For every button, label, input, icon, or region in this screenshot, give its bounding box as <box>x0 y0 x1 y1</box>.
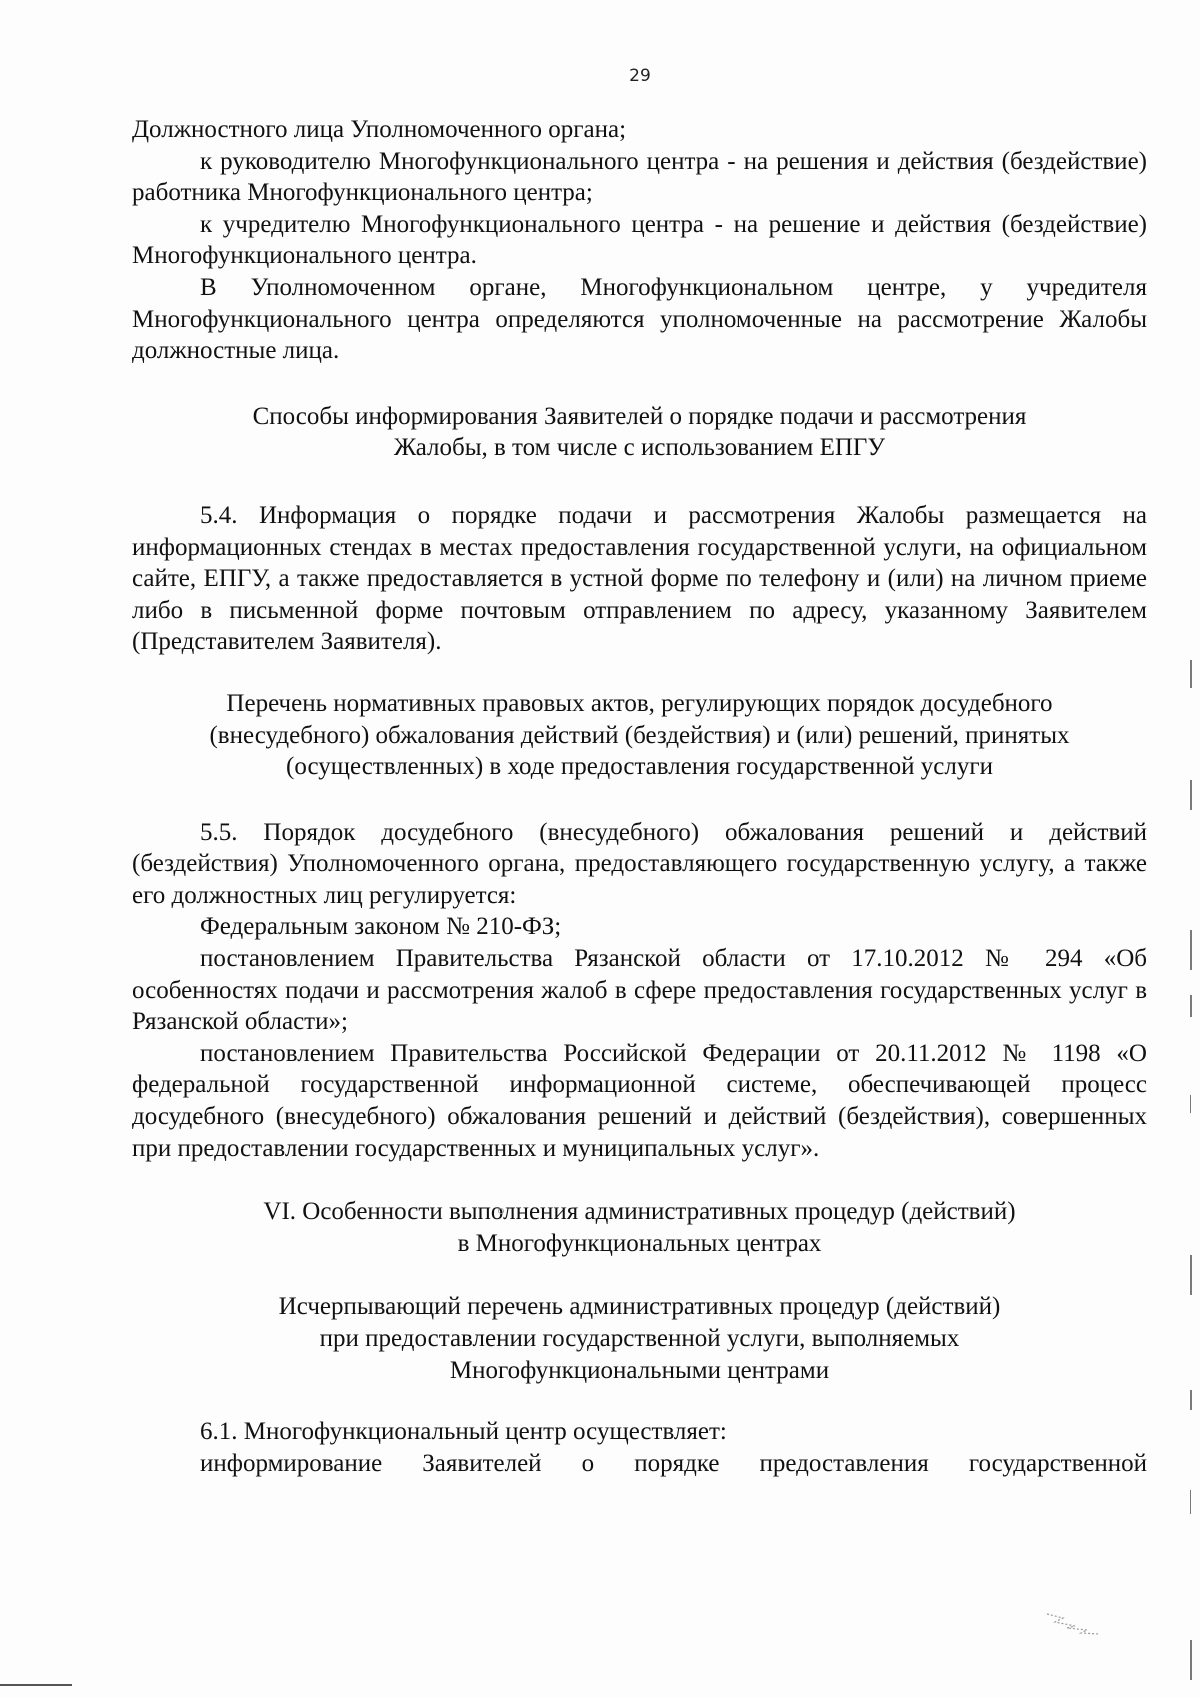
scan-artifact-mark <box>1190 995 1192 1017</box>
scan-artifact-mark <box>1190 780 1192 810</box>
heading-procedures-list <box>132 1291 1147 1386</box>
paragraph-informing-applicants: информирование Заявителей о порядке предоставления государственной <box>200 1449 1147 1477</box>
heading-line: Способы информирования Заявителей о порядке подачи и рассмотрения <box>252 402 1027 430</box>
paragraph-authorized-persons: В Уполномоченном органе, Многофункциональном центре, у учредителя Многофункционального центра определяются уполномоченные на рассмотрение Жалобы должностные лица. <box>132 273 1147 365</box>
scan-artifact-mark <box>1190 1095 1191 1113</box>
scan-artifact-mark <box>1190 660 1192 688</box>
heading-line: при предоставлении государственной услуги, выполняемых <box>319 1325 960 1352</box>
paragraph-to-mfc-head: к руководителю Многофункционального центра - на решения и действия (бездействие) работника Многофункционального центра; <box>132 147 1147 207</box>
heading-line: в Многофункциональных центрах <box>457 1229 822 1257</box>
page-number: 29 <box>629 66 651 86</box>
paragraph-federal-law: Федеральным законом № 210-ФЗ; <box>200 913 562 941</box>
heading-line: Исчерпывающий перечень административных процедур (действий) <box>278 1293 1001 1321</box>
scan-scribble-mark <box>1045 1608 1105 1638</box>
heading-line: (осуществленных) в ходе предоставления государственной услуги <box>286 753 993 781</box>
heading-section-vi <box>132 1196 1147 1259</box>
scan-dot <box>498 1208 504 1214</box>
heading-line: VI. Особенности выполнения административных процедур (действий) <box>263 1198 1016 1226</box>
scan-artifact-mark <box>1190 1490 1191 1514</box>
scan-artifact-mark <box>1190 1255 1192 1295</box>
paragraph-to-mfc-founder: к учредителю Многофункционального центра - на решение и действия (бездействие) Многофункционального центра. <box>132 210 1147 270</box>
scan-artifact-mark <box>1190 930 1192 970</box>
heading-line: Жалобы, в том числе с использованием ЕПГУ <box>393 434 886 462</box>
document-body <box>132 114 1147 1479</box>
paragraph-ryazan-resolution: постановлением Правительства Рязанской области от 17.10.2012 № 294 «Об особенностях подачи и рассмотрения жалоб в сфере предоставления государственных услуг в Рязанской области»; <box>132 945 1147 1036</box>
paragraph-official-person: Должностного лица Уполномоченного органа; <box>132 116 627 143</box>
heading-informing-methods <box>132 401 1147 464</box>
heading-line: Многофункциональными центрами <box>449 1356 830 1384</box>
scan-artifact-mark <box>1190 1640 1192 1680</box>
heading-line: Перечень нормативных правовых актов, регулирующих порядок досудебного <box>226 689 1053 717</box>
paragraph-rf-resolution: постановлением Правительства Российской Федерации от 20.11.2012 № 1198 «О федеральной государственной информационной системе, обеспечивающей процесс досудебного (внесудебного) обжалования решений и действий (бездействия), совершенных при предоставлении государственных и муниципальных услуг». <box>132 1039 1147 1162</box>
heading-line: (внесудебного) обжалования действий (бездействия) и (или) решений, принятых <box>209 721 1070 749</box>
heading-legal-acts <box>132 688 1147 783</box>
paragraph-5-5: 5.5. Порядок досудебного (внесудебного) обжалования решений и действий (бездействия) Уполномоченного органа, предоставляющего государственную услугу, а также его должностных лиц регулируется: <box>132 818 1147 909</box>
paragraph-5-4: 5.4. Информация о порядке подачи и рассмотрения Жалобы размещается на информационных стендах в местах предоставления государственной услуги, на официальном сайте, ЕПГУ, а также предоставляется в устной форме по телефону и (или) на личном приеме либо в письменной форме почтовым отправлением по адресу, указанному Заявителем (Представителем Заявителя). <box>132 501 1147 656</box>
scan-artifact-line <box>0 1684 72 1686</box>
paragraph-6-1: 6.1. Многофункциональный центр осуществляет: <box>200 1418 727 1446</box>
scan-artifact-mark <box>1190 1390 1192 1410</box>
